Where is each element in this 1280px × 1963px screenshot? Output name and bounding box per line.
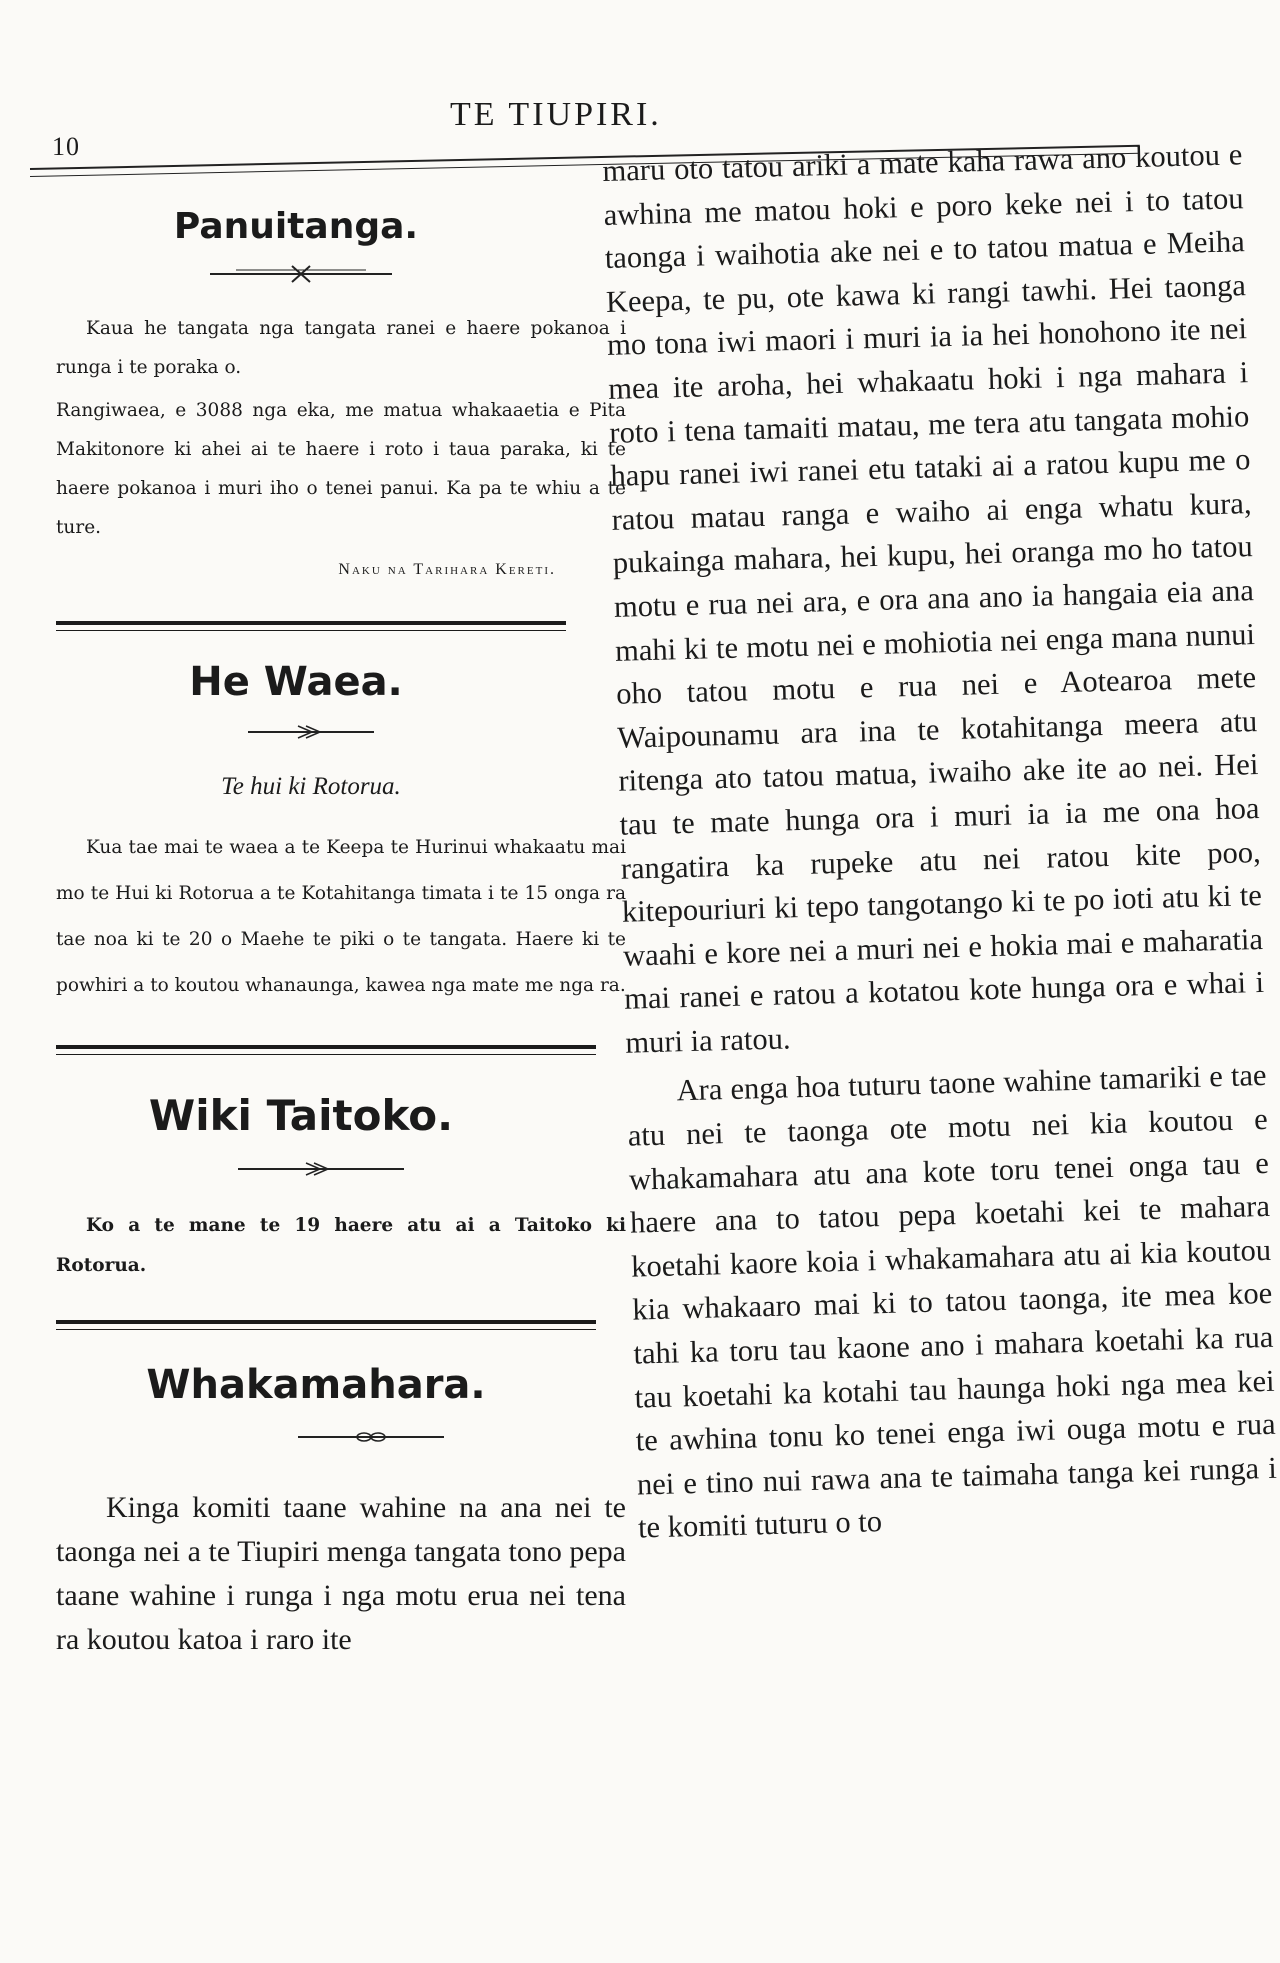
whakamahara-paragraph: Kinga komiti taane wahine na ana nei te taonga nei a te Tiupiri menga tangata tono pepa taane wahine i runga i nga motu erua nei tena ra koutou katoa i raro ite bbox=[56, 1491, 626, 1656]
section-title: Wiki Taitoko. bbox=[148, 1091, 454, 1140]
section-panuitanga bbox=[56, 206, 626, 579]
signature: Naku na Tarihara Kereti. bbox=[338, 561, 556, 578]
he-waea-paragraph: Kua tae mai te waea a te Keepa te Hurinui whakaatu mai mo te Hui ki Rotorua a te Kotahitanga timata i te 15 onga ra tae noa ki te 20 o Maehe te piki o te tangata. Haere ki te powhiri a to koutou whanaunga, kawea nga mate me nga ra. bbox=[56, 837, 626, 996]
panuitanga-paragraph-1: Kaua he tangata nga tangata ranei e haere pokanoa i runga i te poraka o. bbox=[56, 318, 626, 378]
section-whakamahara bbox=[56, 1362, 626, 1662]
section-rule-thin bbox=[56, 630, 566, 631]
right-column-paragraph-1: maru oto tatou ariki a mate kaha rawa ano koutou e awhina me matou hoki e poro keke nei i to tatou taonga i waihotia ake nei e to tatou matua e Meiha Keepa, te pu, ote kawa ki rangi tawhi. Hei taonga mo tona iwi maori i muri ia ia hei honohono ite nei mea ite aroha, hei whakaatu hoki i nga mahara i roto i tena tamaiti matau, me tera atu tangata mohio hapu ranei iwi ranei etu tataki ai a ratou kupu me o ratou matau ranga e waiho ai enga whatu kura, pukainga mahara, hei kupu, hei oranga mo ho tatou motu e rua nei ara, e ora ana ano ia hangaia eia ana mahi ki te motu nei e mohiotia nei enga mana nunui oho tatou motu e rua nei e Aotearoa mete Waipounamu ara ina te kotahitanga meera atu ritenga ato tatou matua, iwaiho ake ite ao nei. Hei tau te mate hunga ora i muri ia ia me ona hoa rangatira ka rupeke atu nei ratou kite poo, kitepouriuri ki tepo tangotango ki te po ioti atu ki te waahi e kore nei a muri nei e hokia mai e maharatia mai ranei e ratou a kotatou kote hunga ora e whai i muri ia ratou. bbox=[602, 137, 1265, 1060]
section-rule bbox=[56, 1045, 596, 1049]
section-rule-thin bbox=[56, 1329, 596, 1330]
right-column-paragraph-2: Ara enga hoa tuturu taone wahine tamariki e tae atu nei te taonga ote motu nei kia koutou e whakamahara atu ana kote toru tenei onga tau e haere ana to tatou pepa koetahi kei te mahara koetahi kaore koia i whakamahara atu ai kia koutou kia whakaaro mai ki to tatou taonga, ite mea koe tahi ka toru tau kaone ano i mahara koetahi ka rua tau koetahi ka kotahi tau haunga hoki nga mea kei te awhina tonu ko tenei enga iwi ouga motu e rua nei e tino nui rawa ana te taimaha tanga kei runga i te komiti tuturu o to bbox=[627, 1058, 1278, 1545]
section-wiki-taitoko bbox=[56, 1091, 626, 1286]
he-waea-subtitle: Te hui ki Rotorua. bbox=[221, 773, 401, 800]
section-rule bbox=[56, 621, 566, 625]
page-number: 10 bbox=[52, 132, 80, 161]
section-rule bbox=[56, 1320, 596, 1324]
section-title: He Waea. bbox=[189, 659, 403, 705]
ornament-divider bbox=[236, 1158, 406, 1178]
section-title: Panuitanga. bbox=[173, 206, 419, 247]
ornament-divider bbox=[246, 721, 376, 741]
section-title: Whakamahara. bbox=[146, 1362, 486, 1408]
section-he-waea bbox=[56, 659, 626, 1009]
ornament-divider bbox=[206, 263, 396, 285]
left-column bbox=[56, 186, 626, 1662]
wiki-taitoko-paragraph: Ko a te mane te 19 haere atu ai a Taitoko ki Rotorua. bbox=[56, 1215, 626, 1276]
ornament-divider bbox=[296, 1426, 446, 1446]
right-column bbox=[602, 133, 1278, 1550]
running-title: TE TIUPIRI. bbox=[450, 96, 662, 133]
panuitanga-paragraph-2: Rangiwaea, e 3088 nga eka, me matua whakaaetia e Pita Makitonore ki ahei ai te haere i roto i taua paraka, ki te haere pokanoa i muri iho o tenei panui. Ka pa te whiu a te ture. bbox=[56, 400, 626, 538]
section-rule-thin bbox=[56, 1054, 596, 1055]
